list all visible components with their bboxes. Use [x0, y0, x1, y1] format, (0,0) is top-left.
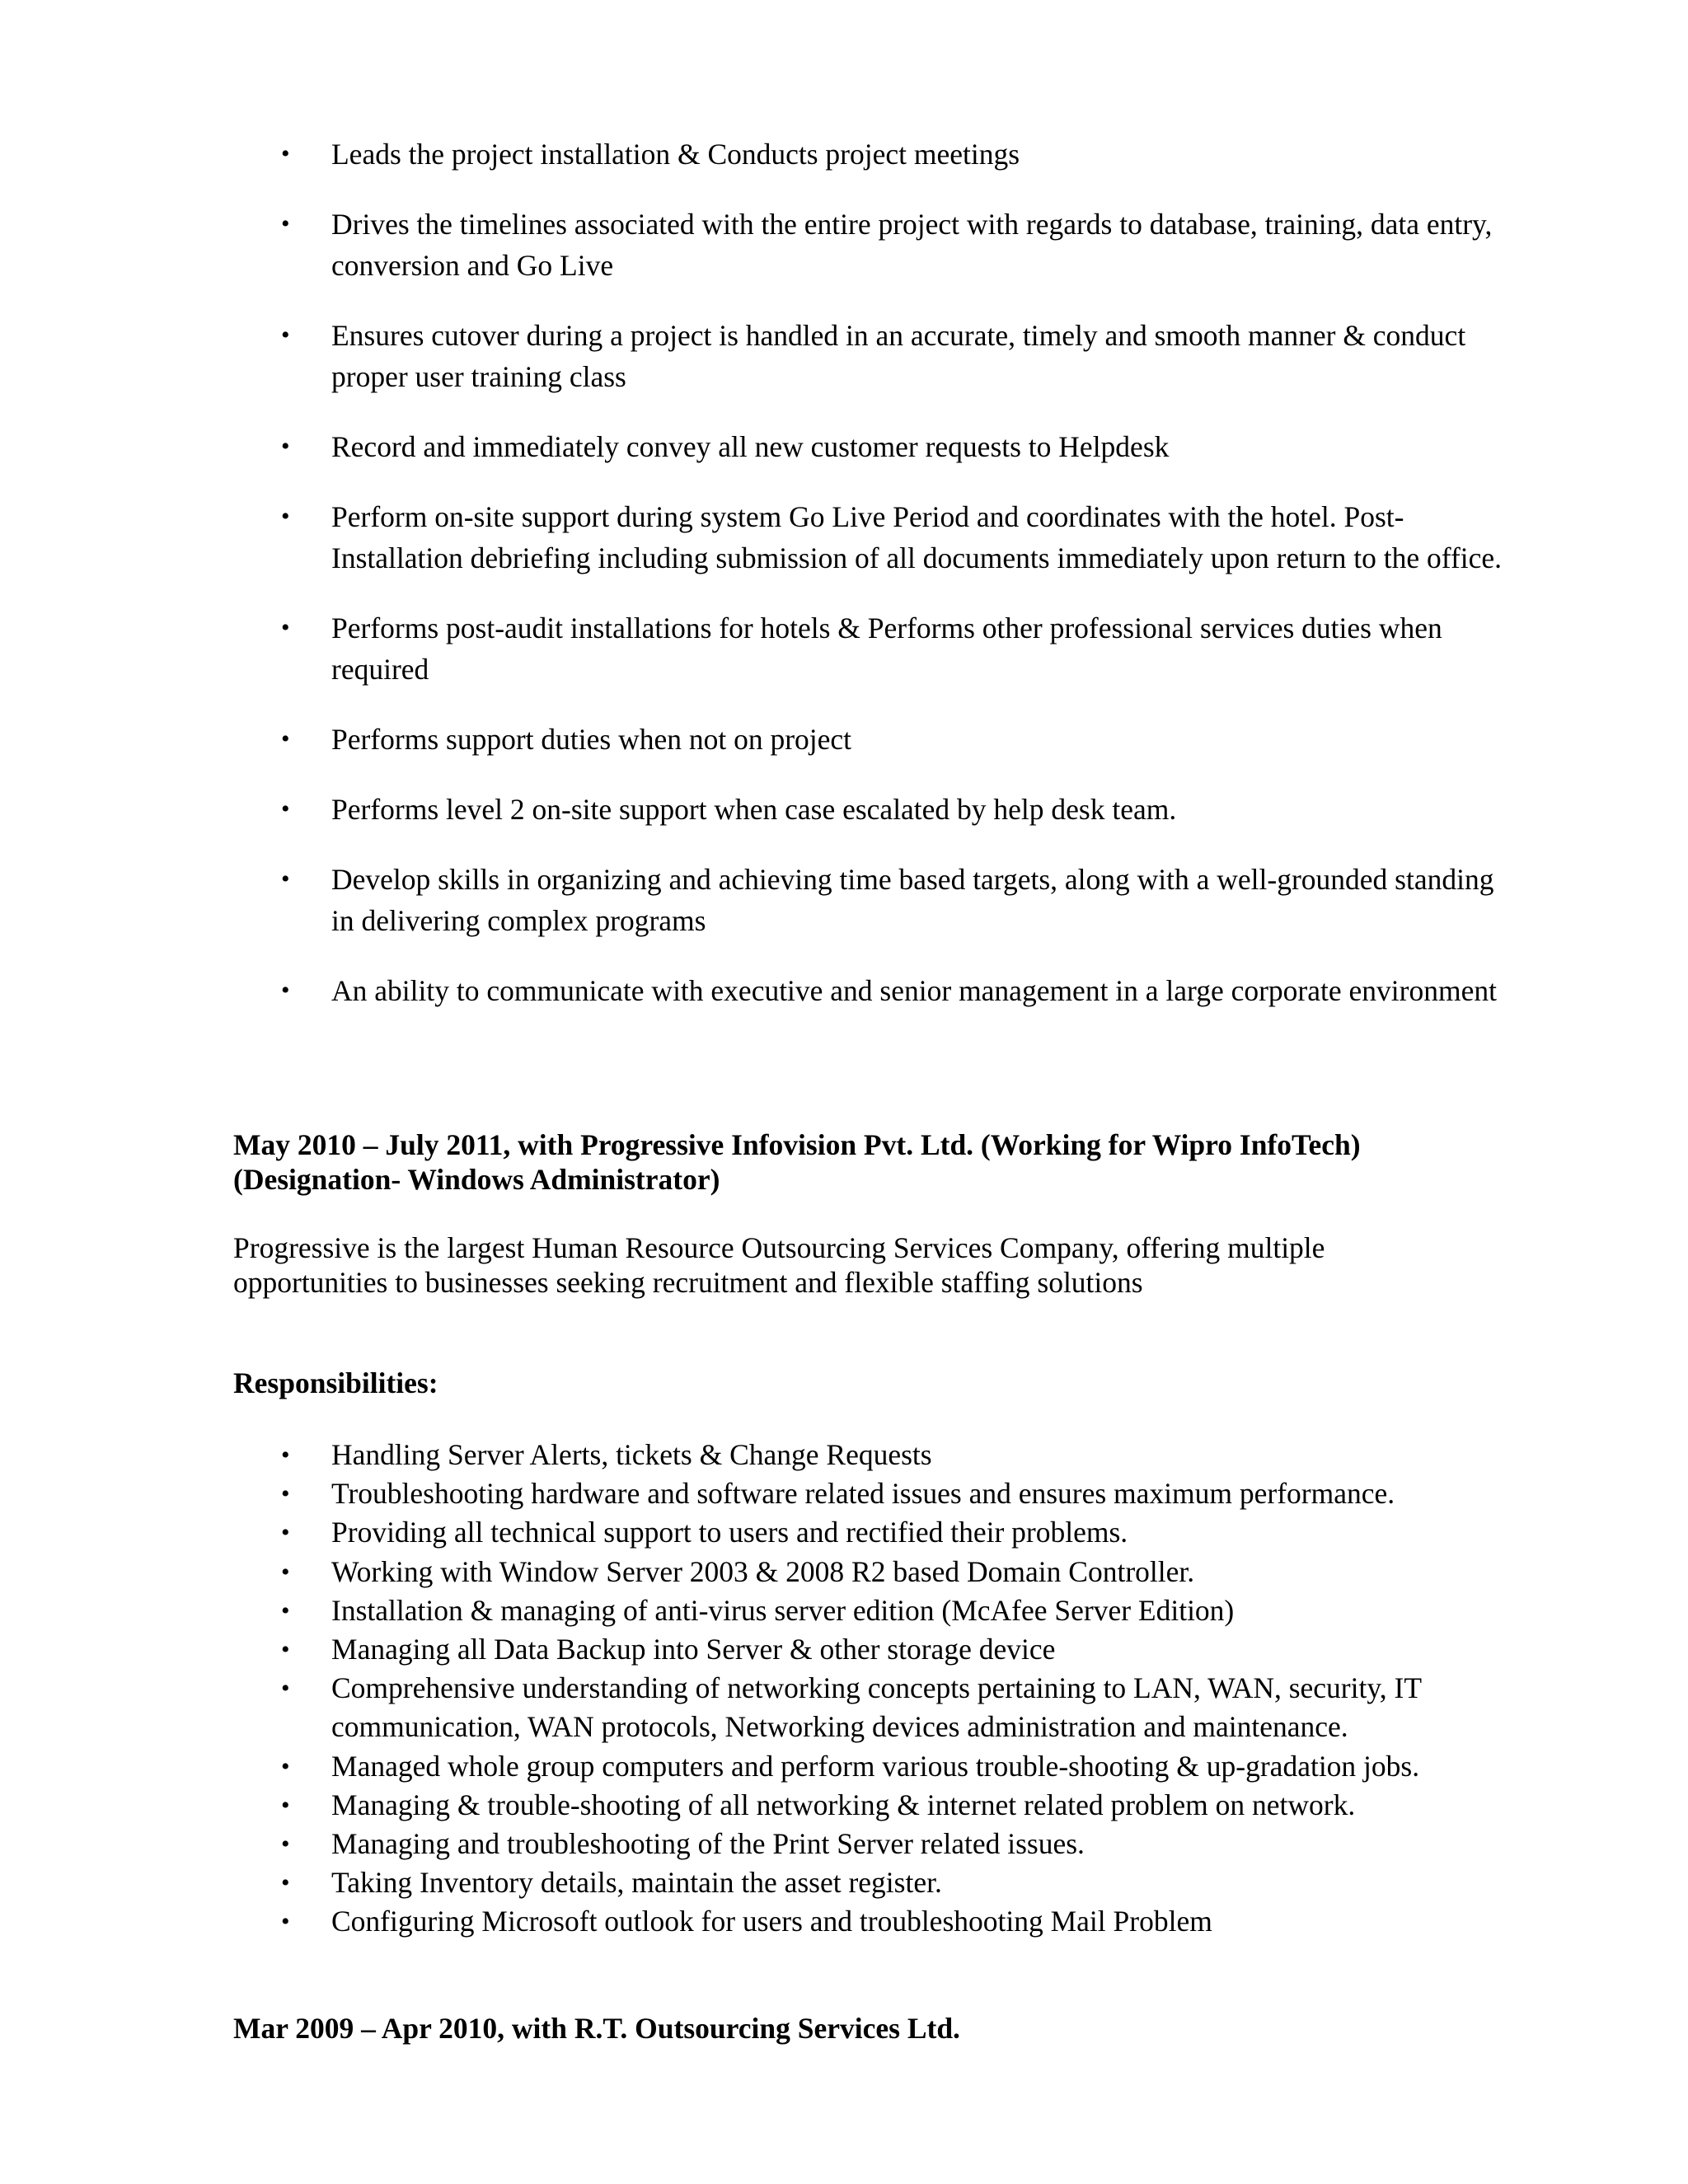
list-item [233, 315, 1519, 397]
job-heading: Mar 2009 – Apr 2010, with R.T. Outsourcing Services Ltd. [233, 2012, 960, 2045]
list-item-text: Managing and troubleshooting of the Print Server related issues. [331, 1827, 1085, 1861]
bullet-icon: • [281, 865, 290, 893]
bullet-icon: • [281, 1869, 290, 1897]
list-item [233, 1786, 1519, 1825]
list-item-text: Managed whole group computers and perform various trouble-shooting & up-gradation jobs. [331, 1749, 1420, 1783]
list-item-text: Comprehensive understanding of networking concepts pertaining to LAN, WAN, security, IT communication, WAN protocols, Networking devices administration and maintenance. [331, 1671, 1422, 1744]
designation-heading: (Designation- Windows Administrator) [233, 1163, 720, 1196]
list-item [233, 607, 1519, 690]
list-item [233, 1863, 1519, 1902]
list-item-text: Drives the timelines associated with the entire project with regards to database, training, data entry, conversion and Go Live [331, 208, 1493, 282]
list-item [233, 1825, 1519, 1863]
list-item [233, 789, 1519, 830]
list-item-text: Troubleshooting hardware and software related issues and ensures maximum performance. [331, 1477, 1395, 1511]
company-description-line: Progressive is the largest Human Resource Outsourcing Services Company, offering multiple [233, 1231, 1325, 1264]
list-item-text: Configuring Microsoft outlook for users and troubleshooting Mail Problem [331, 1905, 1212, 1938]
bullet-icon: • [281, 1636, 290, 1664]
list-item-text: Taking Inventory details, maintain the asset register. [331, 1866, 942, 1900]
list-item [233, 204, 1519, 286]
list-item-text: Performs support duties when not on project [331, 723, 852, 756]
list-item-text: Providing all technical support to users and rectified their problems. [331, 1516, 1128, 1549]
bullet-icon: • [281, 725, 290, 752]
bullet-icon: • [281, 1675, 290, 1703]
bullet-icon: • [281, 977, 290, 1004]
bullet-icon: • [281, 433, 290, 460]
list-item-text: Working with Window Server 2003 & 2008 R2 based Domain Controller. [331, 1554, 1195, 1588]
list-item-text: Performs level 2 on-site support when case escalated by help desk team. [331, 793, 1177, 826]
company-description-line: opportunities to businesses seeking recruitment and flexible staffing solutions [233, 1266, 1143, 1299]
bullet-icon: • [281, 1791, 290, 1819]
bullet-icon: • [281, 1752, 290, 1780]
list-item [233, 1747, 1519, 1786]
list-item-text: An ability to communicate with executive and senior management in a large corporate environment [331, 974, 1497, 1007]
list-item [233, 1474, 1519, 1513]
bullet-icon: • [281, 140, 290, 167]
bullet-icon: • [281, 795, 290, 823]
responsibilities-list [233, 1436, 1519, 1942]
list-item [233, 496, 1519, 579]
bullet-icon: • [281, 614, 290, 641]
list-item [233, 134, 1519, 175]
bullet-icon: • [281, 1480, 290, 1508]
list-item [233, 1436, 1519, 1474]
bullet-icon: • [281, 1830, 290, 1858]
list-item-text: Develop skills in organizing and achieving time based targets, along with a well-grounded standing in delivering complex programs [331, 863, 1494, 937]
bullet-icon: • [281, 210, 290, 237]
list-item [233, 426, 1519, 467]
list-item-text: Record and immediately convey all new customer requests to Helpdesk [331, 430, 1170, 463]
list-item-text: Managing & trouble-shooting of all networking & internet related problem on network. [331, 1788, 1356, 1821]
bullet-icon: • [281, 1596, 290, 1624]
job-heading: May 2010 – July 2011, with Progressive Infovision Pvt. Ltd. (Working for Wipro InfoTech) [233, 1128, 1361, 1161]
list-item-text: Installation & managing of anti-virus server edition (McAfee Server Edition) [331, 1593, 1235, 1627]
bullet-icon: • [281, 1441, 290, 1469]
upper-bullet-list [233, 134, 1519, 1040]
bullet-icon: • [281, 1908, 290, 1936]
list-item-text: Handling Server Alerts, tickets & Change Requests [331, 1438, 932, 1471]
bullet-icon: • [281, 503, 290, 530]
list-item-text: Performs post-audit installations for hotels & Performs other professional services duties when required [331, 612, 1442, 686]
list-item-text: Perform on-site support during system Go Live Period and coordinates with the hotel. Post-Installation debriefing including submission of all documents immediately upon return to the office. [331, 500, 1503, 574]
list-item [233, 859, 1519, 941]
responsibilities-heading: Responsibilities: [233, 1366, 438, 1399]
list-item [233, 719, 1519, 760]
list-item [233, 1591, 1519, 1630]
bullet-icon: • [281, 1558, 290, 1586]
list-item-text: Managing all Data Backup into Server & other storage device [331, 1633, 1056, 1666]
list-item [233, 1630, 1519, 1669]
bullet-icon: • [281, 321, 290, 349]
list-item [233, 970, 1519, 1011]
list-item-text: Leads the project installation & Conducts project meetings [331, 138, 1020, 171]
list-item [233, 1513, 1519, 1552]
list-item [233, 1553, 1519, 1591]
list-item-text: Ensures cutover during a project is handled in an accurate, timely and smooth manner & conduct proper user training class [331, 319, 1466, 393]
bullet-icon: • [281, 1519, 290, 1547]
list-item [233, 1669, 1519, 1746]
list-item [233, 1902, 1519, 1941]
